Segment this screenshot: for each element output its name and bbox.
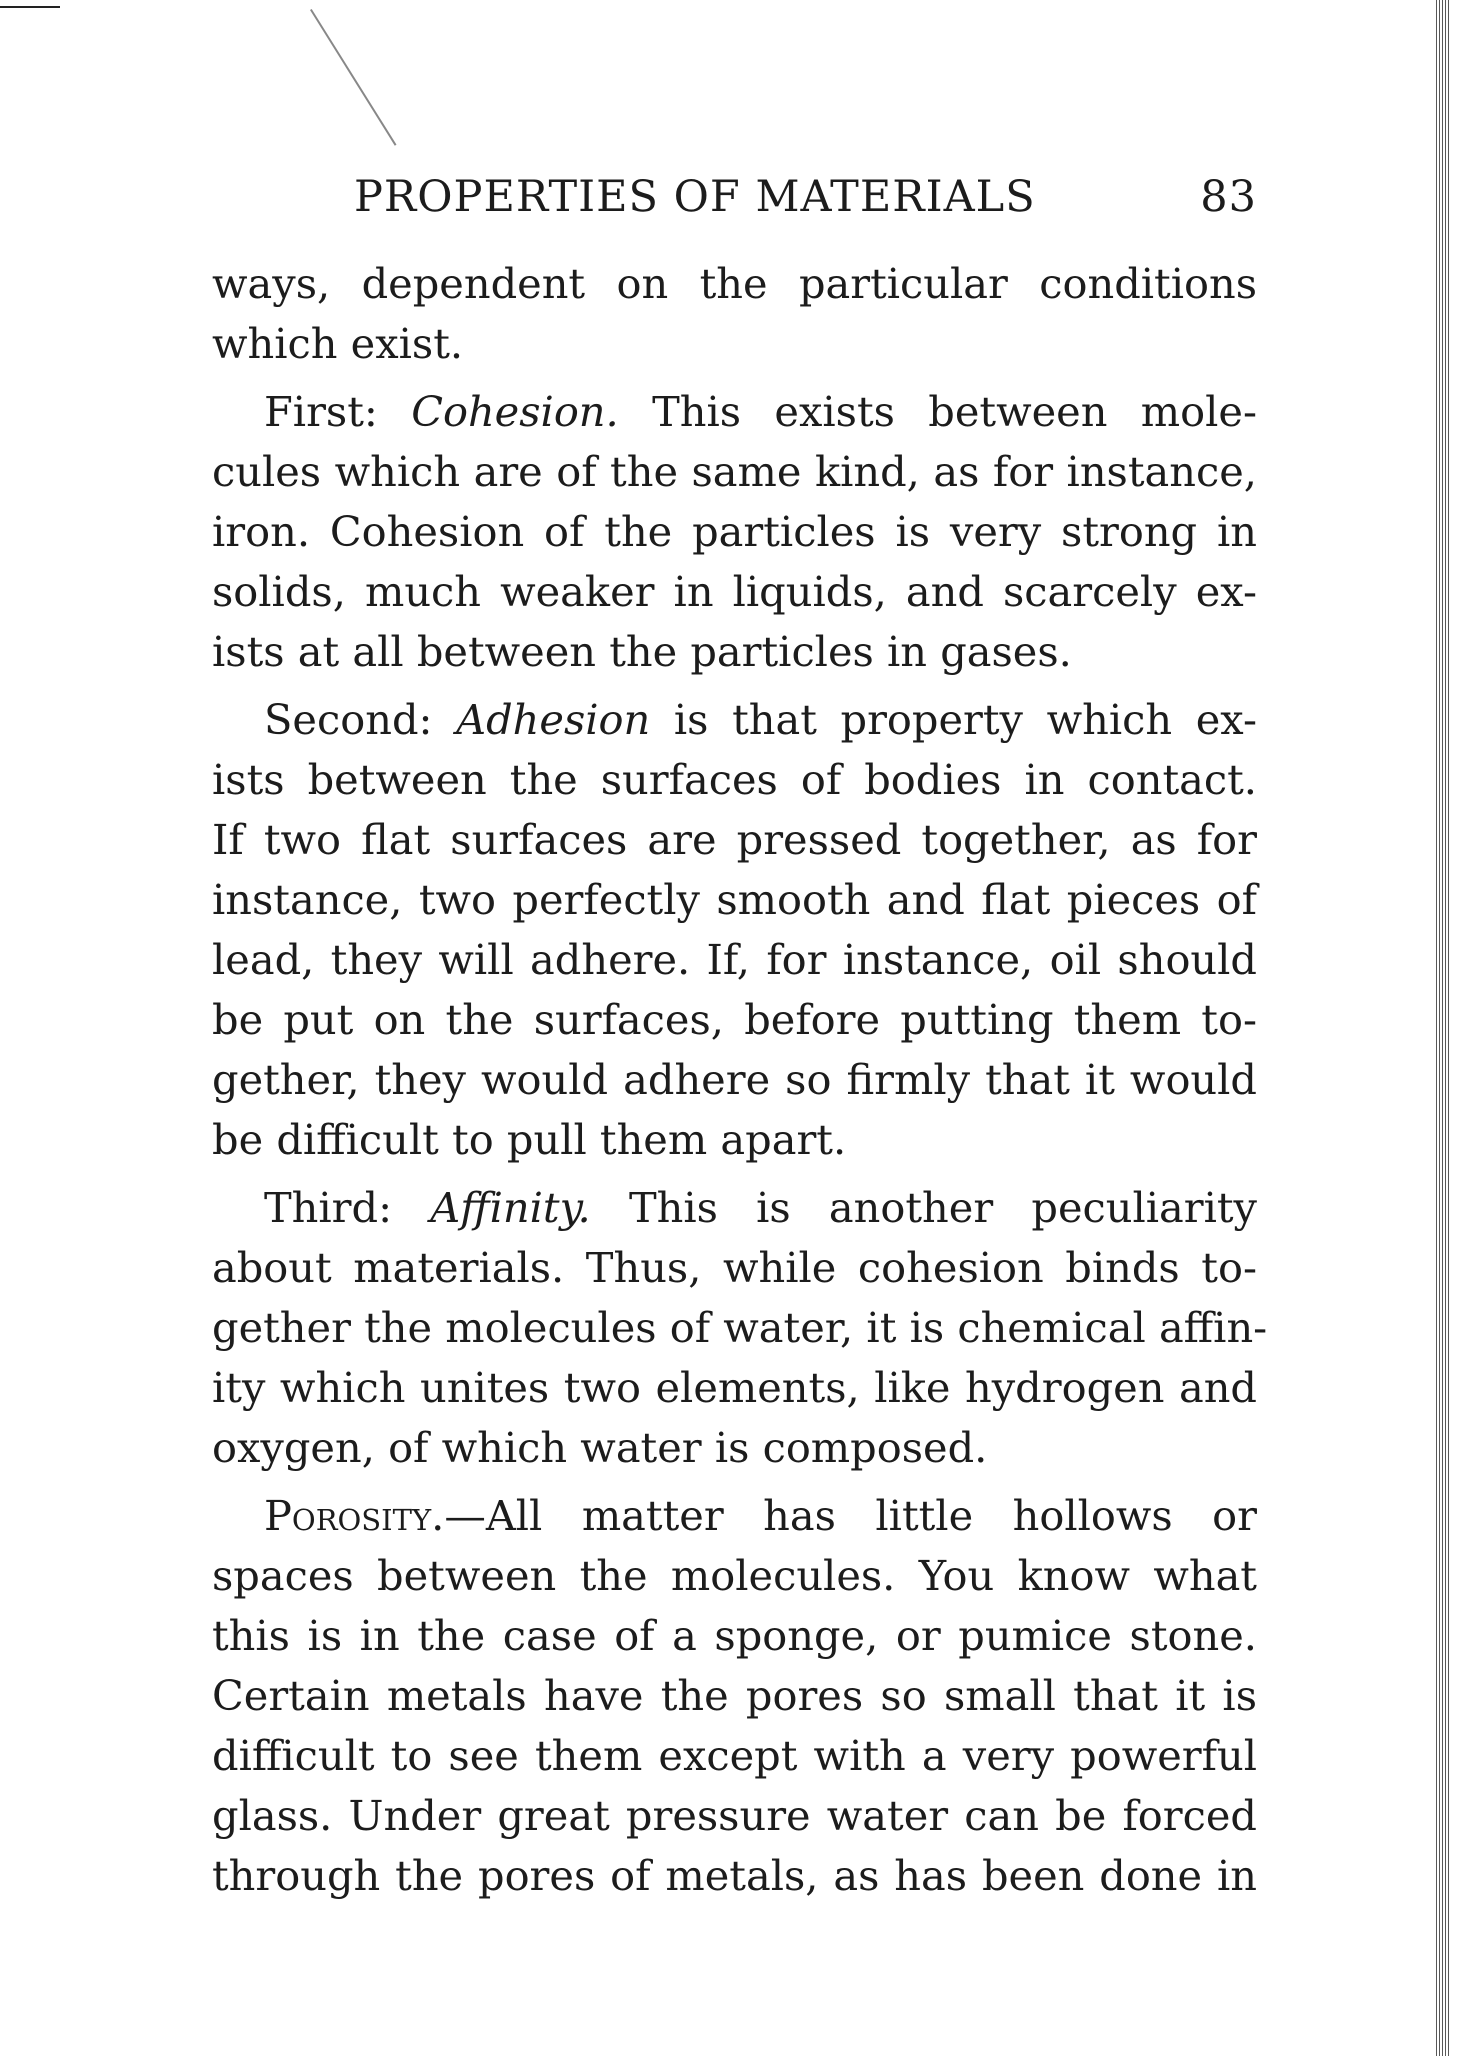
scan-pencil-stroke <box>310 9 396 146</box>
text-line: through the pores of metals, as has been done in <box>212 1851 1257 1900</box>
text-line: gether the molecules of water, it is chemical affin- <box>212 1303 1268 1352</box>
text-line: instance, two perfectly smooth and flat pieces of <box>212 875 1257 924</box>
paragraph-cohesion <box>212 382 1257 682</box>
text-line: glass. Under great pressure water can be forced <box>212 1791 1257 1840</box>
term-porosity: Porosity <box>264 1491 432 1540</box>
paragraph-lead: First: <box>264 387 412 436</box>
text-line: lead, they will adhere. If, for instance, oil should <box>212 935 1257 984</box>
text-line: about materials. Thus, while cohesion binds to- <box>212 1243 1257 1292</box>
paragraph-intro <box>212 254 1257 374</box>
text-line: be difficult to pull them apart. <box>212 1115 847 1164</box>
text-line: ists between the surfaces of bodies in contact. <box>212 755 1257 804</box>
text-line: cules which are of the same kind, as for instance, <box>212 447 1257 496</box>
term-cohesion: Cohesion. <box>411 387 619 436</box>
text-line: iron. Cohesion of the particles is very strong in <box>212 507 1257 556</box>
text-run: This is another peculiarity <box>590 1183 1257 1232</box>
page-text <box>212 254 1268 1906</box>
running-head <box>212 172 1257 232</box>
book-binding-edge <box>1436 0 1450 2056</box>
text-line: solids, much weaker in liquids, and scarcely ex- <box>212 567 1257 616</box>
term-affinity: Affinity. <box>430 1183 591 1232</box>
text-line: gether, they would adhere so firmly that it would <box>212 1055 1257 1104</box>
page-number: 83 <box>1200 172 1257 222</box>
text-run: is that property which ex- <box>650 695 1257 744</box>
text-line: If two flat surfaces are pressed together, as for <box>212 815 1257 864</box>
text-line: ity which unites two elements, like hydrogen and <box>212 1363 1257 1412</box>
text-line: ways, dependent on the particular conditions <box>212 259 1257 308</box>
paragraph-affinity <box>212 1178 1268 1478</box>
text-line: ists at all between the particles in gases. <box>212 627 1072 676</box>
paragraph-adhesion <box>212 690 1257 1170</box>
text-line: spaces between the molecules. You know what <box>212 1551 1257 1600</box>
paragraph-porosity <box>212 1486 1257 1906</box>
term-adhesion: Adhesion <box>456 695 651 744</box>
text-line: this is in the case of a sponge, or pumice stone. <box>212 1611 1257 1660</box>
text-line: difficult to see them except with a very powerful <box>212 1731 1257 1780</box>
text-line <box>212 690 1257 750</box>
text-line: oxygen, of which water is composed. <box>212 1423 988 1472</box>
text-line <box>212 1486 1257 1546</box>
text-line <box>212 382 1257 442</box>
text-run: This exists between mole- <box>618 387 1257 436</box>
paragraph-lead: Third: <box>264 1183 431 1232</box>
scan-corner-mark <box>0 6 60 8</box>
text-run: .—All matter has little hollows or <box>431 1491 1257 1540</box>
text-line: Certain metals have the pores so small that it is <box>212 1671 1257 1720</box>
text-line: which exist. <box>212 319 464 368</box>
running-title: PROPERTIES OF MATERIALS <box>354 172 1036 222</box>
text-line: be put on the surfaces, before putting them to- <box>212 995 1257 1044</box>
text-line <box>212 1178 1257 1238</box>
paragraph-lead: Second: <box>264 695 457 744</box>
